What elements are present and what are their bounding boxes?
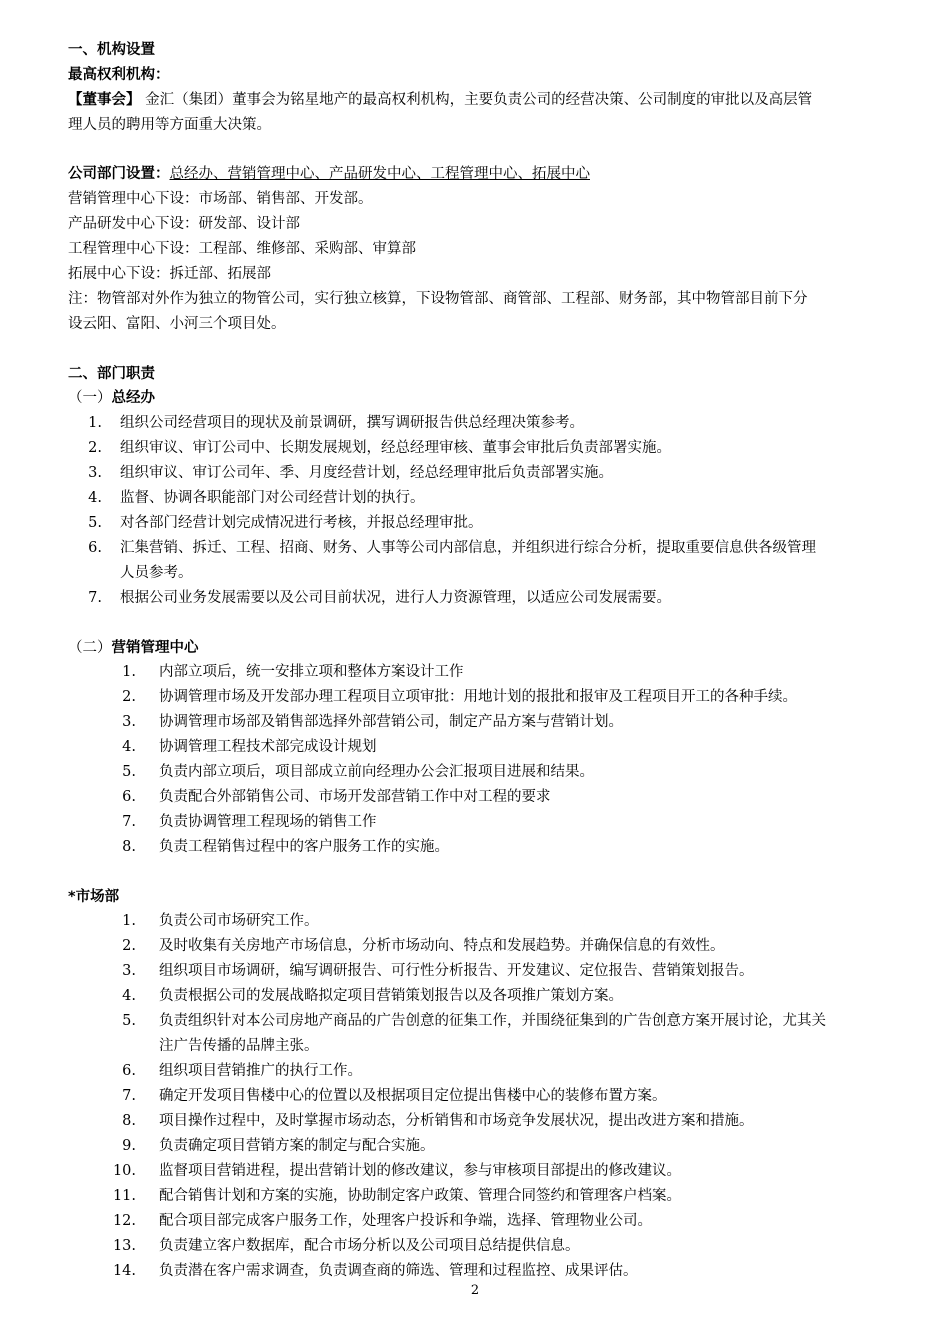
list-item-text: 汇集营销、拆迁、工程、招商、财务、人事等公司内部信息，并组织进行综合分析，提取重要信息供各级管理: [120, 540, 816, 556]
list-item: [96, 785, 930, 810]
sub-line-engineering: 工程管理中心下设：工程部、维修部、采购部、审算部: [68, 241, 416, 257]
list-item-text: 配合销售计划和方案的实施，协助制定客户政策、管理合同签约和管理客户档案。: [159, 1188, 681, 1204]
list-item-text: 项目操作过程中，及时掌握市场动态，分析销售和市场竞争发展状况，提出改进方案和措施。: [159, 1113, 754, 1129]
dept-label: 公司部门设置：: [68, 166, 170, 182]
list-item-number: 4.: [88, 490, 102, 506]
list-item: [96, 1134, 930, 1159]
list-item-text: 负责确定项目营销方案的制定与配合实施。: [159, 1138, 435, 1154]
list-item: [96, 1009, 930, 1034]
list-item: [62, 536, 930, 561]
board-label: 【董事会】: [68, 92, 141, 108]
list-item-text: 组织项目营销推广的执行工作。: [159, 1063, 362, 1079]
list-item: [62, 461, 930, 486]
list-item-text: 负责公司市场研究工作。: [159, 913, 319, 929]
list-item: [96, 735, 930, 760]
list-item-number: 3.: [122, 963, 136, 979]
list-item: [96, 909, 930, 934]
board-paragraph-line1: [68, 88, 930, 113]
list-item-number: 8.: [122, 1113, 136, 1129]
list-item: [62, 411, 930, 436]
list-item: [96, 984, 930, 1009]
list-item-text: 负责建立客户数据库，配合市场分析以及公司项目总结提供信息。: [159, 1238, 580, 1254]
list-item-number: 3.: [122, 714, 136, 730]
page-number: 2: [470, 1283, 480, 1298]
list-item-number: 14.: [112, 1263, 136, 1279]
note-line2: 设云阳、富阳、小河三个项目处。: [68, 316, 286, 332]
list-item-text: 配合项目部完成客户服务工作，处理客户投诉和争端，选择、管理物业公司。: [159, 1213, 652, 1229]
sub2-heading: [68, 636, 930, 661]
list-item: [62, 436, 930, 461]
list-item-text: 注广告传播的品牌主张。: [159, 1038, 319, 1054]
note-line1: 注：物管部对外作为独立的物管公司，实行独立核算，下设物管部、商管部、工程部、财务部，其中物管部目前下分: [68, 291, 808, 307]
sub1-prefix: （一）: [68, 390, 112, 406]
list-item-text: 负责潜在客户需求调查，负责调查商的筛选、管理和过程监控、成果评估。: [159, 1263, 638, 1279]
list-item: [96, 810, 930, 835]
list-item: [96, 710, 930, 735]
list-item-text: 人员参考。: [120, 565, 193, 581]
sub2-title: 营销管理中心: [111, 640, 199, 656]
sub-line-product: 产品研发中心下设：研发部、设计部: [68, 216, 300, 232]
list-item-number: 6.: [122, 789, 136, 805]
list-item-text: 组织公司经营项目的现状及前景调研，撰写调研报告供总经理决策参考。: [120, 415, 584, 431]
list-item-text: 负责协调管理工程现场的销售工作: [159, 814, 377, 830]
list-item-text: 监督项目营销进程，提出营销计划的修改建议，参与审核项目部提出的修改建议。: [159, 1163, 681, 1179]
list-item-text: 确定开发项目售楼中心的位置以及根据项目定位提出售楼中心的装修布置方案。: [159, 1088, 667, 1104]
list-item: [96, 835, 930, 860]
list-item-number: 4.: [122, 988, 136, 1004]
sub3-heading: *市场部: [68, 889, 120, 905]
list-item-number: 1.: [122, 913, 136, 929]
section1-heading: 一、机构设置: [68, 42, 155, 58]
list-item: [96, 1059, 930, 1084]
list-item-text: 根据公司业务发展需要以及公司目前状况，进行人力资源管理，以适应公司发展需要。: [120, 590, 671, 606]
list-item: [96, 1209, 930, 1234]
list-item-text: 及时收集有关房地产市场信息，分析市场动向、特点和发展趋势。并确保信息的有效性。: [159, 938, 725, 954]
board-text-line2: 理人员的聘用等方面重大决策。: [68, 117, 271, 133]
list-item: [96, 660, 930, 685]
sub1-title: 总经办: [111, 390, 155, 406]
list-item-text: 对各部门经营计划完成情况进行考核，并报总经理审批。: [120, 515, 483, 531]
list-item-number: 3.: [88, 465, 102, 481]
list-item-continuation: [96, 1034, 930, 1059]
list-item-number: 4.: [122, 739, 136, 755]
list-item: [62, 586, 930, 611]
list-item-number: 7.: [122, 814, 136, 830]
list-item-continuation: [62, 561, 930, 586]
list-item-text: 协调管理市场及开发部办理工程项目立项审批：用地计划的报批和报审及工程项目开工的各种手续。: [159, 689, 797, 705]
list-item-number: 6.: [88, 540, 102, 556]
list-item-number: 11.: [112, 1188, 136, 1204]
list-item-number: 7.: [88, 590, 102, 606]
sub2-prefix: （二）: [68, 640, 112, 656]
list-item-text: 协调管理市场部及销售部选择外部营销公司，制定产品方案与营销计划。: [159, 714, 623, 730]
list-item-text: 协调管理工程技术部完成设计规划: [159, 739, 377, 755]
list-item: [96, 1159, 930, 1184]
list-item: [96, 760, 930, 785]
list-item-number: 2.: [122, 938, 136, 954]
list-item-number: 9.: [122, 1138, 136, 1154]
dept-list: 总经办、营销管理中心、产品研发中心、工程管理中心、拓展中心: [169, 166, 590, 182]
list-item-text: 负责根据公司的发展战略拟定项目营销策划报告以及各项推广策划方案。: [159, 988, 623, 1004]
section2-heading: 二、部门职责: [68, 366, 155, 382]
list-item-number: 1.: [88, 415, 102, 431]
list-item-number: 13.: [112, 1238, 136, 1254]
list-item-text: 内部立项后，统一安排立项和整体方案设计工作: [159, 664, 464, 680]
sub-line-expansion: 拓展中心下设：拆迁部、拓展部: [68, 266, 271, 282]
list-item-text: 负责工程销售过程中的客户服务工作的实施。: [159, 839, 449, 855]
sub1-heading: [68, 386, 930, 411]
list-item-text: 组织审议、审订公司中、长期发展规划，经总经理审核、董事会审批后负责部署实施。: [120, 440, 671, 456]
list-item: [62, 511, 930, 536]
list-item-text: 组织审议、审订公司年、季、月度经营计划，经总经理审批后负责部署实施。: [120, 465, 613, 481]
list-item: [62, 486, 930, 511]
board-text-line1: 金汇（集团）董事会为铭星地产的最高权利机构，主要负责公司的经营决策、公司制度的审批以及高层管: [145, 92, 813, 108]
list-item: [96, 959, 930, 984]
list-item: [96, 934, 930, 959]
list-item-number: 5.: [88, 515, 102, 531]
list-item-number: 2.: [122, 689, 136, 705]
list-item-text: 负责组织针对本公司房地产商品的广告创意的征集工作，并围绕征集到的广告创意方案开展讨论，尤其关: [159, 1013, 826, 1029]
highest-org-label: 最高权利机构：: [68, 67, 170, 83]
list-item-text: 监督、协调各职能部门对公司经营计划的执行。: [120, 490, 425, 506]
list-item-number: 12.: [112, 1213, 136, 1229]
sub-line-marketing: 营销管理中心下设：市场部、销售部、开发部。: [68, 191, 373, 207]
list-item-number: 2.: [88, 440, 102, 456]
list-item-number: 5.: [122, 1013, 136, 1029]
list-item-number: 1.: [122, 664, 136, 680]
list-item: [96, 1184, 930, 1209]
list-item-text: 组织项目市场调研，编写调研报告、可行性分析报告、开发建议、定位报告、营销策划报告。: [159, 963, 754, 979]
list-item: [96, 1084, 930, 1109]
list-item: [96, 1234, 930, 1259]
dept-setup-line: [68, 162, 930, 187]
list-item-text: 负责内部立项后，项目部成立前向经理办公会汇报项目进展和结果。: [159, 764, 594, 780]
list-item-number: 10.: [112, 1163, 136, 1179]
list-item: [96, 1109, 930, 1134]
list-item-number: 7.: [122, 1088, 136, 1104]
list-item-number: 6.: [122, 1063, 136, 1079]
list-item: [96, 685, 930, 710]
list-item-number: 8.: [122, 839, 136, 855]
list-item-text: 负责配合外部销售公司、市场开发部营销工作中对工程的要求: [159, 789, 551, 805]
list-item: [96, 1259, 930, 1284]
list-item-number: 5.: [122, 764, 136, 780]
